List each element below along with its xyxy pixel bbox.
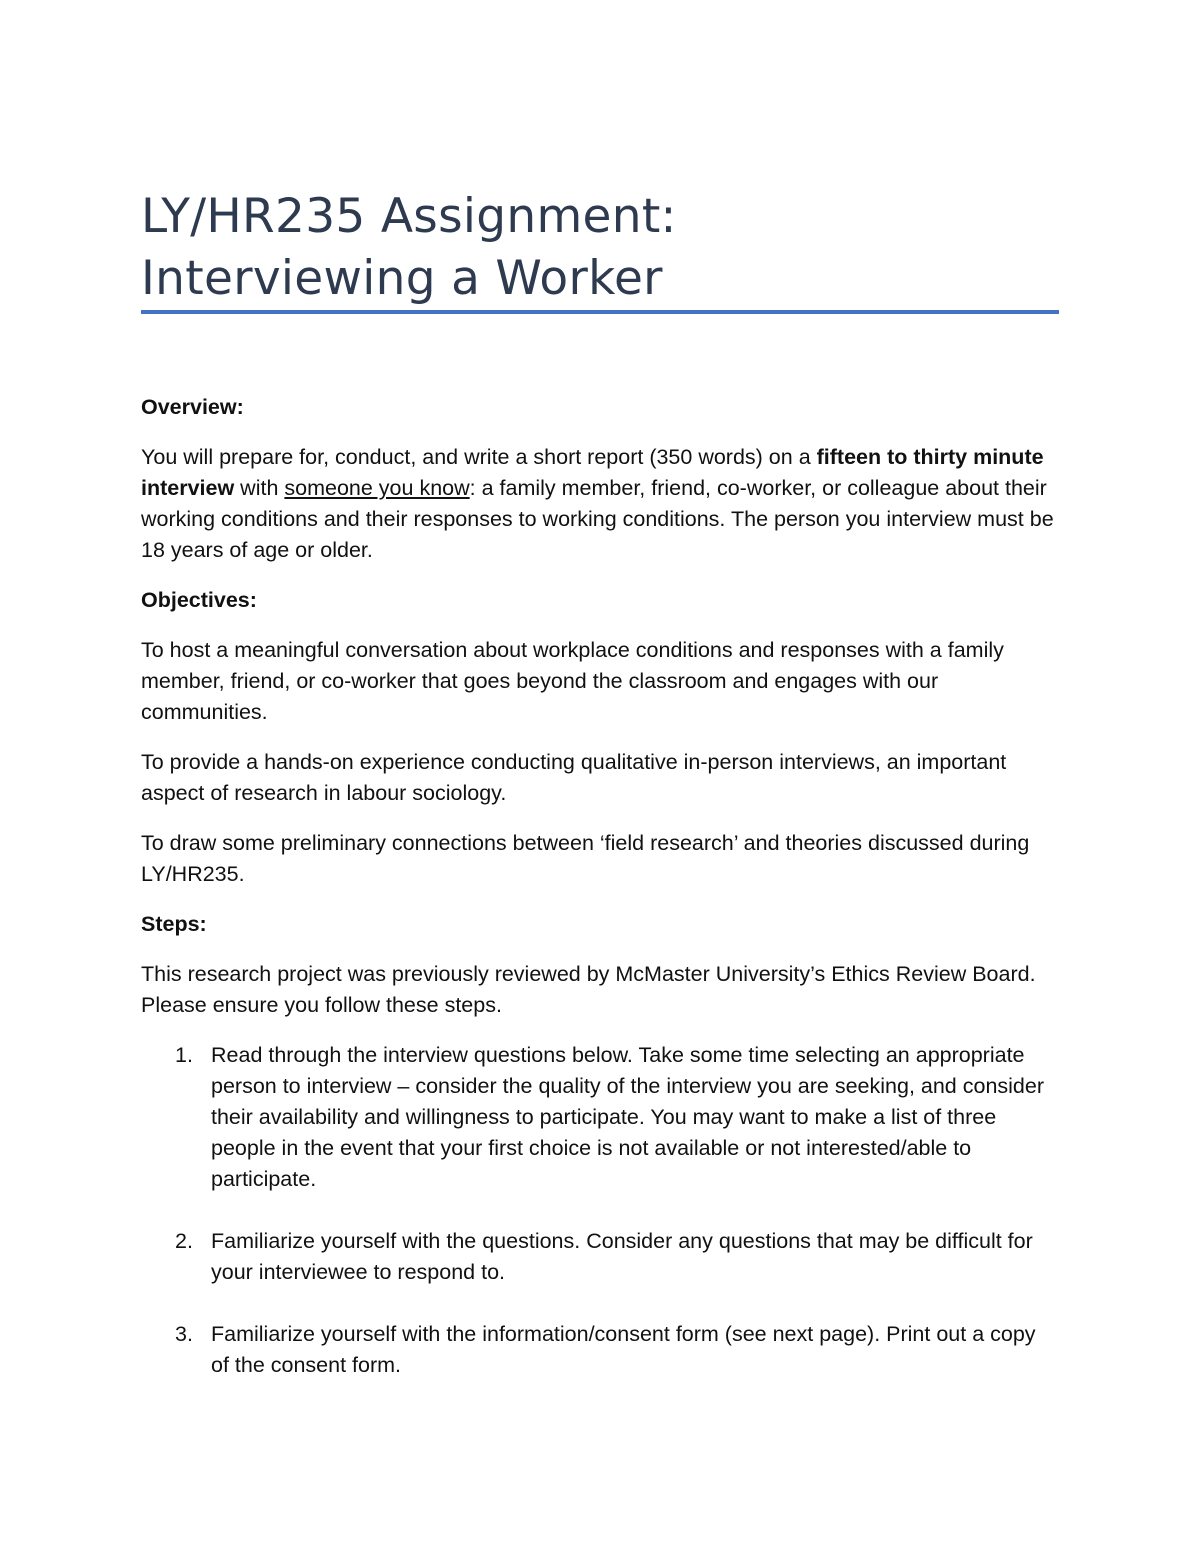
overview-text-2: with xyxy=(234,476,285,500)
step-item xyxy=(141,1226,1059,1288)
step-number: 1. xyxy=(175,1043,193,1067)
step-number: 2. xyxy=(175,1229,193,1253)
overview-text-3: : a family member, friend, co-worker, or colleague about their working conditions and their responses to working conditions. The person you interview must be 18 years of age or older. xyxy=(141,476,1054,562)
steps-heading: Steps: xyxy=(141,912,207,936)
step-number: 3. xyxy=(175,1322,193,1346)
overview-paragraph xyxy=(141,442,1059,566)
overview-bold-text: fifteen to thirty minute interview xyxy=(141,445,1044,500)
title-line-1: LY/HR235 Assignment: xyxy=(141,189,677,244)
overview-underlined-text: someone you know xyxy=(284,476,470,500)
title-line-2: Interviewing a Worker xyxy=(141,251,663,306)
objective-paragraph-2: To provide a hands-on experience conducting qualitative in-person interviews, an important aspect of research in labour sociology. xyxy=(141,750,1007,805)
objective-paragraph-3: To draw some preliminary connections between ‘field research’ and theories discussed during LY/HR235. xyxy=(141,831,1030,886)
steps-intro: This research project was previously reviewed by McMaster University’s Ethics Review Board. Please ensure you follow these steps. xyxy=(141,962,1036,1017)
overview-text-1: You will prepare for, conduct, and write a short report (350 words) on a xyxy=(141,445,817,469)
objectives-heading: Objectives: xyxy=(141,588,257,612)
document-body xyxy=(141,392,1059,1412)
step-item xyxy=(141,1040,1059,1195)
overview-heading: Overview: xyxy=(141,395,244,419)
step-item xyxy=(141,1319,1059,1381)
document-title xyxy=(141,186,1059,310)
title-underline-rule xyxy=(141,310,1059,314)
objective-paragraph-1: To host a meaningful conversation about workplace conditions and responses with a family member, friend, or co-worker that goes beyond the classroom and engages with our communities. xyxy=(141,638,1004,724)
step-text: Familiarize yourself with the questions. Consider any questions that may be difficult for your interviewee to respond to. xyxy=(211,1229,1033,1284)
steps-list xyxy=(141,1040,1059,1381)
step-text: Familiarize yourself with the information/consent form (see next page). Print out a copy of the consent form. xyxy=(211,1322,1036,1377)
step-text: Read through the interview questions below. Take some time selecting an appropriate person to interview – consider the quality of the interview you are seeking, and consider their availability and willingness to participate. You may want to make a list of three people in the event that your first choice is not available or not interested/able to participate. xyxy=(211,1043,1044,1191)
